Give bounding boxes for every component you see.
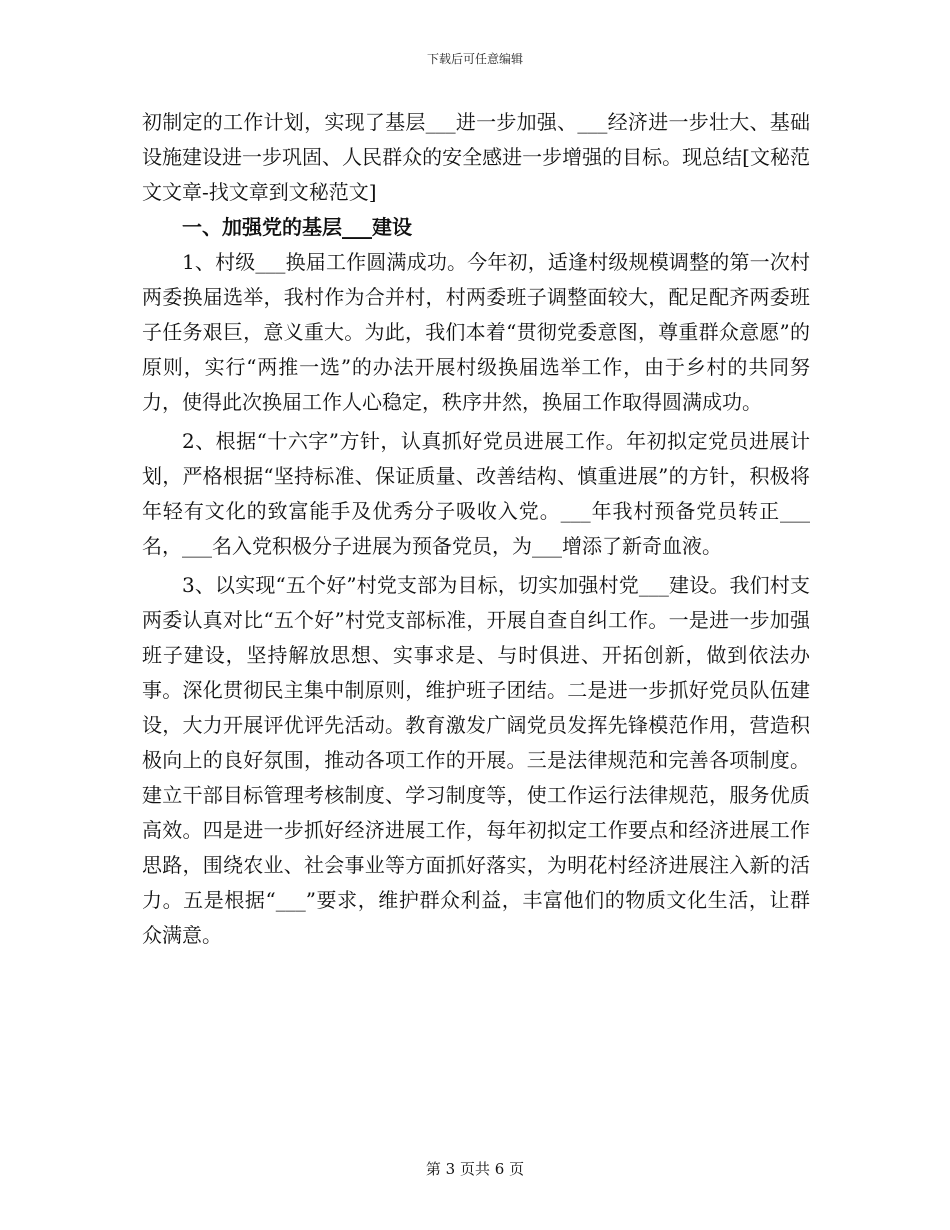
document-body (142, 105, 810, 953)
section-heading: 一、加强党的基层___建设 (182, 215, 412, 239)
paragraph-party-members: 2、根据“十六字”方针，认真抓好党员进展工作。年初拟定党员进展计划，严格根据“坚持标准、保证质量、改善结构、慎重进展”的方针，积极将年轻有文化的致富能手及优秀分子吸收入党。___年我村预备党员转正___名，___名入党积极分子进展为预备党员，为___增添了新奇血液。 (142, 429, 810, 558)
paragraph-intro: 初制定的工作计划，实现了基层___进一步加强、___经济进一步壮大、基础设施建设进一步巩固、人民群众的安全感进一步增强的目标。现总结[文秘范文文章-找文章到文秘范文] (142, 110, 810, 204)
paragraph-election: 1、村级___换届工作圆满成功。今年初，适逢村级规模调整的第一次村两委换届选举，我村作为合并村，村两委班子调整面较大，配足配齐两委班子任务艰巨，意义重大。为此，我们本着“贯彻党委意图，尊重群众意愿”的原则，实行“两推一选”的办法开展村级换届选举工作，由于乡村的共同努力，使得此次换届工作人心稳定，秩序井然，换届工作取得圆满成功。 (142, 250, 810, 414)
page-header: 下载后可任意编辑 (426, 52, 523, 66)
page-number: 第 3 页共 6 页 (425, 1160, 525, 1178)
paragraph-five-goods: 3、以实现“五个好”村党支部为目标，切实加强村党___建设。我们村支两委认真对比“五个好”村党支部标准，开展自查自纠工作。一是进一步加强班子建设，坚持解放思想、实事求是、与时俱进、开拓创新，做到依法办事。深化贯彻民主集中制原则，维护班子团结。二是进一步抓好党员队伍建设，大力开展评优评先活动。教育激发广阔党员发挥先锋模范作用，营造积极向上的良好氛围，推动各项工作的开展。三是法律规范和完善各项制度。建立干部目标管理考核制度、学习制度等，使工作运行法律规范，服务优质高效。四是进一步抓好经济进展工作，每年初拟定工作要点和经济进展工作思路，围绕农业、社会事业等方面抓好落实，为明花村经济进展注入新的活力。五是根据“___”要求，维护群众利益，丰富他们的物质文化生活，让群众满意。 (142, 573, 810, 947)
